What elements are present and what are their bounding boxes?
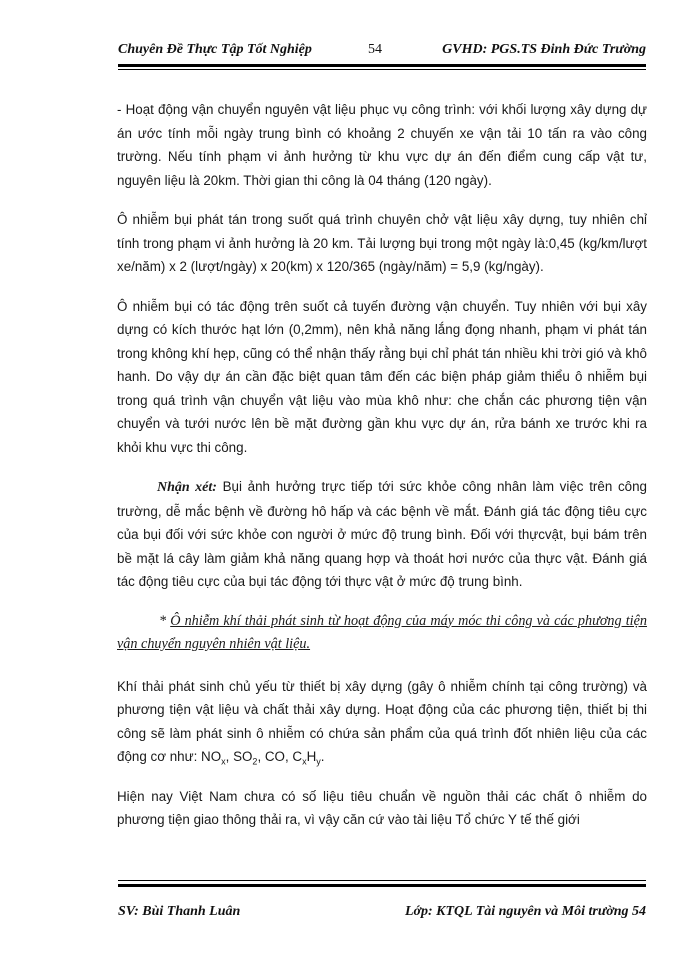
paragraph-transport: - Hoạt động vận chuyển nguyên vật liệu phục vụ công trình: với khối lượng xây dựng dự án ước tính mỗi ngày trung bình có khoảng 2 chuyến xe vận tải 10 tấn ra vào công trường. Nếu tính phạm vi ảnh hưởng từ khu vực dự án đến điểm cung cấp vật tư, nguyên liệu là 20km. Thời gian thi công là 04 tháng (120 ngày). [117, 102, 647, 188]
header-rule-thick [118, 64, 646, 67]
header-rule-thin [118, 69, 646, 70]
paragraph-remark [117, 475, 647, 594]
footer-rule-thick [118, 884, 646, 887]
footer-student: SV: Bùi Thanh Luân [118, 904, 241, 919]
footer-rule-thin [118, 880, 646, 881]
pollutant-formulas: $NO_x$, $SO_2$, CO, $C_xH_y$. [201, 749, 325, 767]
heading-text: Ô nhiễm khí thải phát sinh từ hoạt động của máy móc thi công và các phương tiện vận chuyển nguyên nhiên vật liệu. [117, 612, 648, 652]
remark-label: Nhận xét: [157, 480, 217, 495]
emissions-text: Khí thải phát sinh chủ yếu từ thiết bị xây dựng (gây ô nhiễm chính tại công trường) và phương tiện vật liệu và chất thải xây dựng. Hoạt động của các phương tiện, thiết bị thi công sẽ làm phát sinh ô nhiễm có chứa sản phẩm của quá trình đốt nhiên liệu của các động cơ như: [117, 678, 647, 764]
paragraph-dust-impact: Ô nhiễm bụi có tác động trên suốt cả tuyến đường vận chuyển. Tuy nhiên với bụi xây dựng có kích thước hạt lớn (0,2mm), nên khả năng lắng đọng nhanh, phạm vi phát tán trong không khí hẹp, cũng có thể nhận thấy rằng bụi chỉ phát tán nhiều khi trời gió và khô hanh. Do vậy dự án cần đặc biệt quan tâm đến các biện pháp giảm thiểu ô nhiễm bụi trong quá trình vận chuyển vật liệu vào mùa khô như: che chắn các phương tiện vận chuyển và tưới nước lên bề mặt đường gần khu vực dự án, rửa bánh xe trước khi ra khỏi khu vực thi công. [117, 298, 647, 455]
page-content [117, 98, 647, 848]
header-supervisor: GVHD: PGS.TS Đinh Đức Trường [442, 42, 646, 57]
paragraph-standards: Hiện nay Việt Nam chưa có số liệu tiêu chuẩn về nguồn thải các chất ô nhiễm do phương tiện giao thông thải ra, vì vậy căn cứ vào tài liệu Tổ chức Y tế thế giới [117, 788, 647, 827]
paragraph-emissions [117, 675, 647, 769]
section-heading [117, 610, 647, 657]
page-footer [118, 904, 646, 926]
footer-class: Lớp: KTQL Tài nguyên và Môi trường 54 [404, 904, 646, 919]
paragraph-dust-load: Ô nhiễm bụi phát tán trong suốt quá trình chuyên chở vật liệu xây dựng, tuy nhiên chỉ tính trong phạm vi ảnh hưởng là 20 km. Tải lượng bụi trong một ngày là:0,45 (kg/km/lượt xe/năm) x 2 (lượt/ngày) x 20(km) x 120/365 (ngày/năm) = 5,9 (kg/ngày). [117, 212, 647, 274]
header-title: Chuyên Đề Thực Tập Tốt Nghiệp [118, 42, 312, 57]
page-number: 54 [368, 42, 382, 57]
remark-text: Bụi ảnh hưởng trực tiếp tới sức khỏe công nhân làm việc trên công trường, dễ mắc bệnh về đường hô hấp và các bệnh về mắt. Đánh giá tác động tiêu cực của bụi đối với sức khỏe con người ở mức độ trung bình. Đối với thựcvật, bụi bám trên bề mặt lá cây làm giảm khả năng quang hợp và thoát hơi nước của thực vật. Đánh giá tác động tiêu cực của bụi tác động tới thực vật ở mức độ trung bình. [117, 479, 647, 589]
page-header [118, 40, 646, 62]
heading-star: * [159, 612, 171, 629]
